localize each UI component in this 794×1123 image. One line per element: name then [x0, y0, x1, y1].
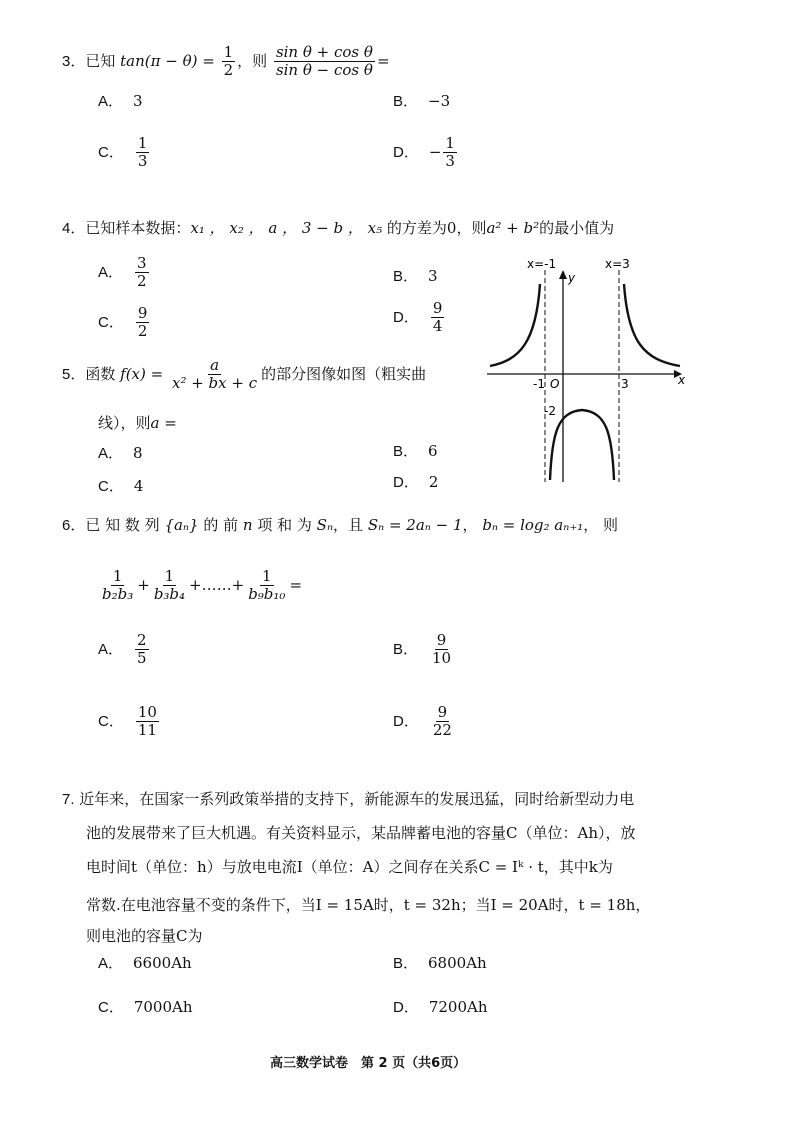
q3-option-b[interactable]: B． −3 — [393, 92, 451, 110]
label-x-axis: x — [678, 373, 686, 387]
q6-option-c[interactable]: C． $\frac{10}{11}$ — [98, 703, 157, 740]
question-3-stem: 3．已知 tan(π − θ) = $\frac{1}{2}$ ，则 $\frac{\text{sin θ + cos θ}}{\text{sin θ − cos θ}}$ = — [62, 43, 390, 80]
label-y-axis: y — [568, 271, 576, 285]
question-6-sum: $\frac{1}{\text{b₂b₃}}$ + $\frac{1}{\text{b₃b₄}}$ +……+ $\frac{1}{\text{b₉b₁₀}}$ = — [102, 567, 303, 604]
question-7-line-1: 7. 近年来，在国家一系列政策举措的支持下，新能源车的发展迅猛，同时给新型动力电 — [62, 790, 635, 808]
tick-neg1: -1 — [533, 377, 545, 391]
q6-option-a[interactable]: A． $\frac{2}{5}$ — [98, 631, 147, 668]
q6-option-b[interactable]: B． $\frac{9}{10}$ — [393, 631, 452, 668]
q7-option-a[interactable]: A． 6600Ah — [98, 954, 192, 972]
q4-option-c[interactable]: C． $\frac{9}{2}$ — [98, 304, 148, 341]
question-4-stem: 4．已知样本数据：x₁ ， x₂ ， a ， 3 − b ， x₅ 的方差为0，则a² + b²的最小值为 — [62, 219, 615, 237]
tick-neg2: -2 — [544, 404, 556, 418]
curve-left-branch — [490, 284, 540, 366]
q7-option-b[interactable]: B． 6800Ah — [393, 954, 487, 972]
fraction-sin-cos: $\frac{\text{sin θ + cos θ}}{\text{sin θ − cos θ}}$ — [275, 43, 373, 80]
question-7-line-5: 则电池的容量C为 — [86, 927, 203, 945]
question-7-line-2: 池的发展带来了巨大机遇。有关资料显示，某品牌蓄电池的容量C（单位：Ah），放 — [86, 824, 636, 842]
q5-option-a[interactable]: A． 8 — [98, 444, 143, 462]
tick-3: 3 — [621, 377, 629, 391]
question-5-stem-continued: 线），则a = — [98, 414, 177, 432]
q7-option-c[interactable]: C． 7000Ah — [98, 998, 193, 1016]
fraction-function: $\frac{a}{\text{x² + bx + c}}$ — [171, 356, 258, 393]
label-x-3: x=3 — [605, 257, 630, 271]
q5-option-d[interactable]: D． 2 — [393, 473, 439, 491]
label-x-neg1: x=-1 — [527, 257, 557, 271]
label-origin: O — [550, 377, 560, 391]
q3-option-c[interactable]: C． $\frac{1}{3}$ — [98, 134, 148, 171]
curve-middle-branch — [550, 410, 614, 480]
curve-right-branch — [624, 284, 680, 366]
y-axis-arrow — [559, 270, 567, 279]
q6-option-d[interactable]: D． $\frac{9}{22}$ — [393, 703, 452, 740]
q4-option-b[interactable]: B． 3 — [393, 267, 438, 285]
fraction-one-half: $\frac{1}{2}$ — [223, 43, 234, 80]
question-6-stem: 6．已 知 数 列 {aₙ} 的 前 n 项 和 为 Sₙ，且 Sₙ = 2aₙ − 1， bₙ = log₂ aₙ₊₁， 则 — [62, 516, 619, 534]
function-graph — [482, 252, 692, 484]
q3-option-a[interactable]: A． 3 — [98, 92, 143, 110]
q4-option-d[interactable]: D． $\frac{9}{4}$ — [393, 299, 443, 336]
q5-option-b[interactable]: B． 6 — [393, 442, 438, 460]
question-5-stem: 5．函数 f(x) = $\frac{a}{\text{x² + bx + c}}$ 的部分图像如图（粗实曲 — [62, 356, 427, 393]
q7-option-d[interactable]: D． 7200Ah — [393, 998, 488, 1016]
q3-option-d[interactable]: D． − $\frac{1}{3}$ — [393, 134, 455, 171]
q4-option-a[interactable]: A． $\frac{3}{2}$ — [98, 254, 147, 291]
question-7-line-3: 电时间t（单位：h）与放电电流I（单位：A）之间存在关系C = Iᵏ · t，其中k为 — [86, 858, 613, 876]
question-7-line-4: 常数.在电池容量不变的条件下，当I = 15A时，t = 32h；当I = 20A时，t = 18h， — [86, 896, 651, 914]
q5-option-c[interactable]: C． 4 — [98, 477, 144, 495]
page-footer: 高三数学试卷 第 2 页（共6页） — [270, 1056, 467, 1071]
